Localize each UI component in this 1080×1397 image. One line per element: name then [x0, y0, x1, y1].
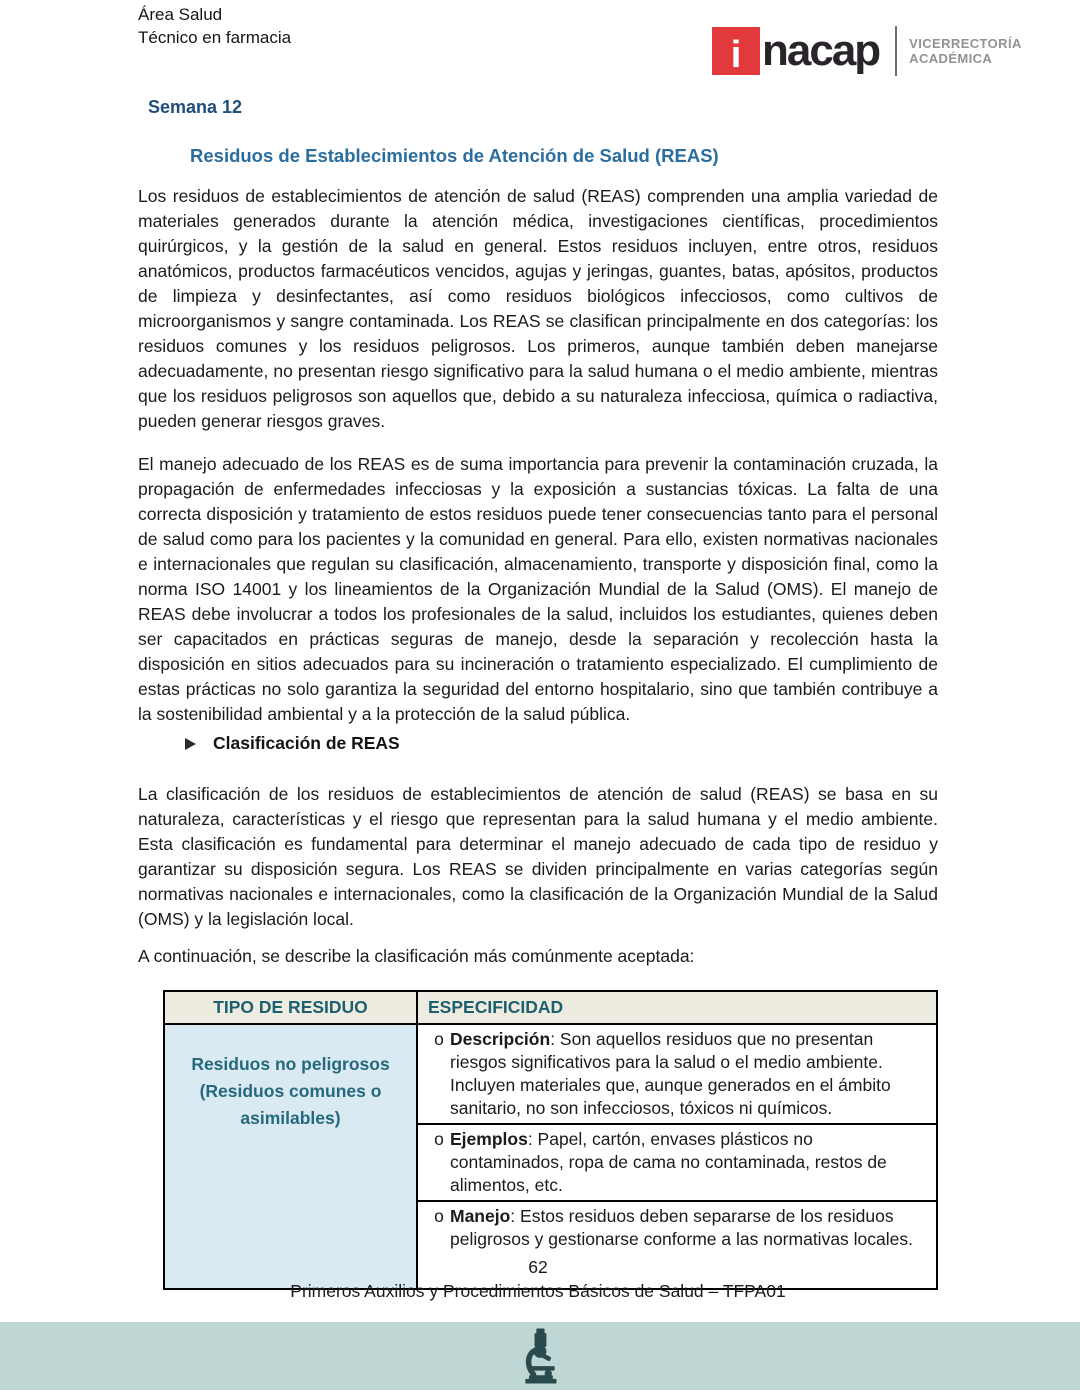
table-header-row: [164, 991, 937, 1024]
paragraph-manejo: El manejo adecuado de los REAS es de suma importancia para prevenir la contaminación cruzada, la propagación de enfermedades infecciosas y la exposición a sustancias tóxicas. La falta de una correcta disposición y tratamiento de estos residuos puede tener consecuencias tanto para el personal de salud como para los pacientes y la comunidad en general. Para ello, existen normativas nacionales e internacionales que regulan su clasificación, almacenamiento, transporte y disposición final, como la norma ISO 14001 y los lineamientos de la Organización Mundial de la Salud (OMS). El manejo de REAS debe involucrar a todos los profesionales de la salud, incluidos los estudiantes, quienes deben ser capacitados en prácticas seguras de manejo, desde la separación y recolección hasta la disposición en sitios adecuados para su incineración o tratamiento especializado. El cumplimiento de estas prácticas no solo garantiza la seguridad del entorno hospitalario, sino que también contribuye a la sostenibilidad ambiental y a la protección de la salud pública.: [138, 454, 938, 724]
header-area-label: Área Salud: [138, 5, 223, 24]
reas-classification-table: [163, 990, 938, 1290]
paragraph-clasificacion: La clasificación de los residuos de establecimientos de atención de salud (REAS) se basa en su naturaleza, características y el riesgo que representan para la salud humana y el medio ambiente. Esta clasificación es fundamental para determinar el manejo adecuado de cada tipo de residuo y garantizar su disposición segura. Los REAS se dividen principalmente en varias categorías según normativas nacionales e internacionales, como la clasificación de la Organización Mundial de la Salud (OMS) y la legislación local.: [138, 784, 938, 929]
table-row: [164, 1024, 937, 1124]
document-header: [138, 3, 291, 49]
item-term: Descripción: [450, 1029, 551, 1049]
paragraph-lead-in: A continuación, se describe la clasificación más comúnmente aceptada:: [138, 946, 695, 966]
section-heading-label: Clasificación de REAS: [213, 733, 400, 753]
logo-unit-text: VICERRECTORÍA ACADÉMICA: [909, 36, 1022, 66]
logo-divider: [895, 26, 897, 76]
arrow-bullet-icon: [185, 738, 196, 750]
week-label: Semana 12: [148, 97, 243, 117]
descripcion-cell: [417, 1024, 937, 1124]
microscope-icon: [518, 1328, 562, 1384]
logo-brand-text: nacap: [762, 26, 880, 75]
circle-bullet: o: [434, 1206, 444, 1226]
item-term: Manejo: [450, 1206, 511, 1226]
page-title: Residuos de Establecimientos de Atención de Salud (REAS): [190, 145, 719, 166]
logo-i-mark: i: [730, 33, 742, 76]
residue-type-cell: Residuos no peligrosos (Residuos comunes o asimilables): [164, 1024, 417, 1289]
footer-course-title: Primeros Auxilios y Procedimientos Básicos de Salud – TFPA01: [290, 1281, 786, 1301]
logo-red-square-icon: [712, 27, 760, 75]
inacap-logo: [712, 26, 1022, 76]
circle-bullet: o: [434, 1129, 444, 1149]
column-header-tipo: TIPO DE RESIDUO: [164, 991, 417, 1024]
circle-bullet: o: [434, 1029, 444, 1049]
paragraph-intro: Los residuos de establecimientos de atención de salud (REAS) comprenden una amplia variedad de materiales generados durante la atención médica, investigaciones científicas, procedimientos quirúrgicos, y la gestión de la salud en general. Estos residuos incluyen, entre otros, residuos anatómicos, productos farmacéuticos vencidos, agujas y jeringas, guantes, batas, apósitos, productos de limpieza y desinfectantes, así como residuos biológicos infecciosos, como cultivos de microorganismos y sangre contaminada. Los REAS se clasifican principalmente en dos categorías: los residuos comunes y los residuos peligrosos. Los primeros, aunque también deben manejarse adecuadamente, no presentan riesgo significativo para la salud humana o el medio ambiente, mientras que los residuos peligrosos son aquellos que, debido a su naturaleza infecciosa, química o radiactiva, pueden generar riesgos graves.: [138, 186, 938, 431]
item-text: : Estos residuos deben separarse de los residuos peligrosos y gestionarse conforme a las normativas locales.: [450, 1206, 913, 1249]
item-text: : Son aquellos residuos que no presentan riesgos significativos para la salud o el medio ambiente. Incluyen materiales que, aunque generados en el ámbito sanitario, no son infecciosos, tóxicos ni químicos.: [450, 1029, 891, 1118]
item-term: Ejemplos: [450, 1129, 528, 1149]
column-header-especificidad: ESPECIFICIDAD: [417, 991, 937, 1024]
ejemplos-cell: [417, 1124, 937, 1201]
section-heading: [185, 733, 400, 754]
page-number: 62: [528, 1257, 548, 1277]
header-program-label: Técnico en farmacia: [138, 28, 292, 47]
footer-band: [0, 1322, 1080, 1390]
item-text: : Papel, cartón, envases plásticos no contaminados, ropa de cama no contaminada, restos de alimentos, etc.: [450, 1129, 887, 1195]
